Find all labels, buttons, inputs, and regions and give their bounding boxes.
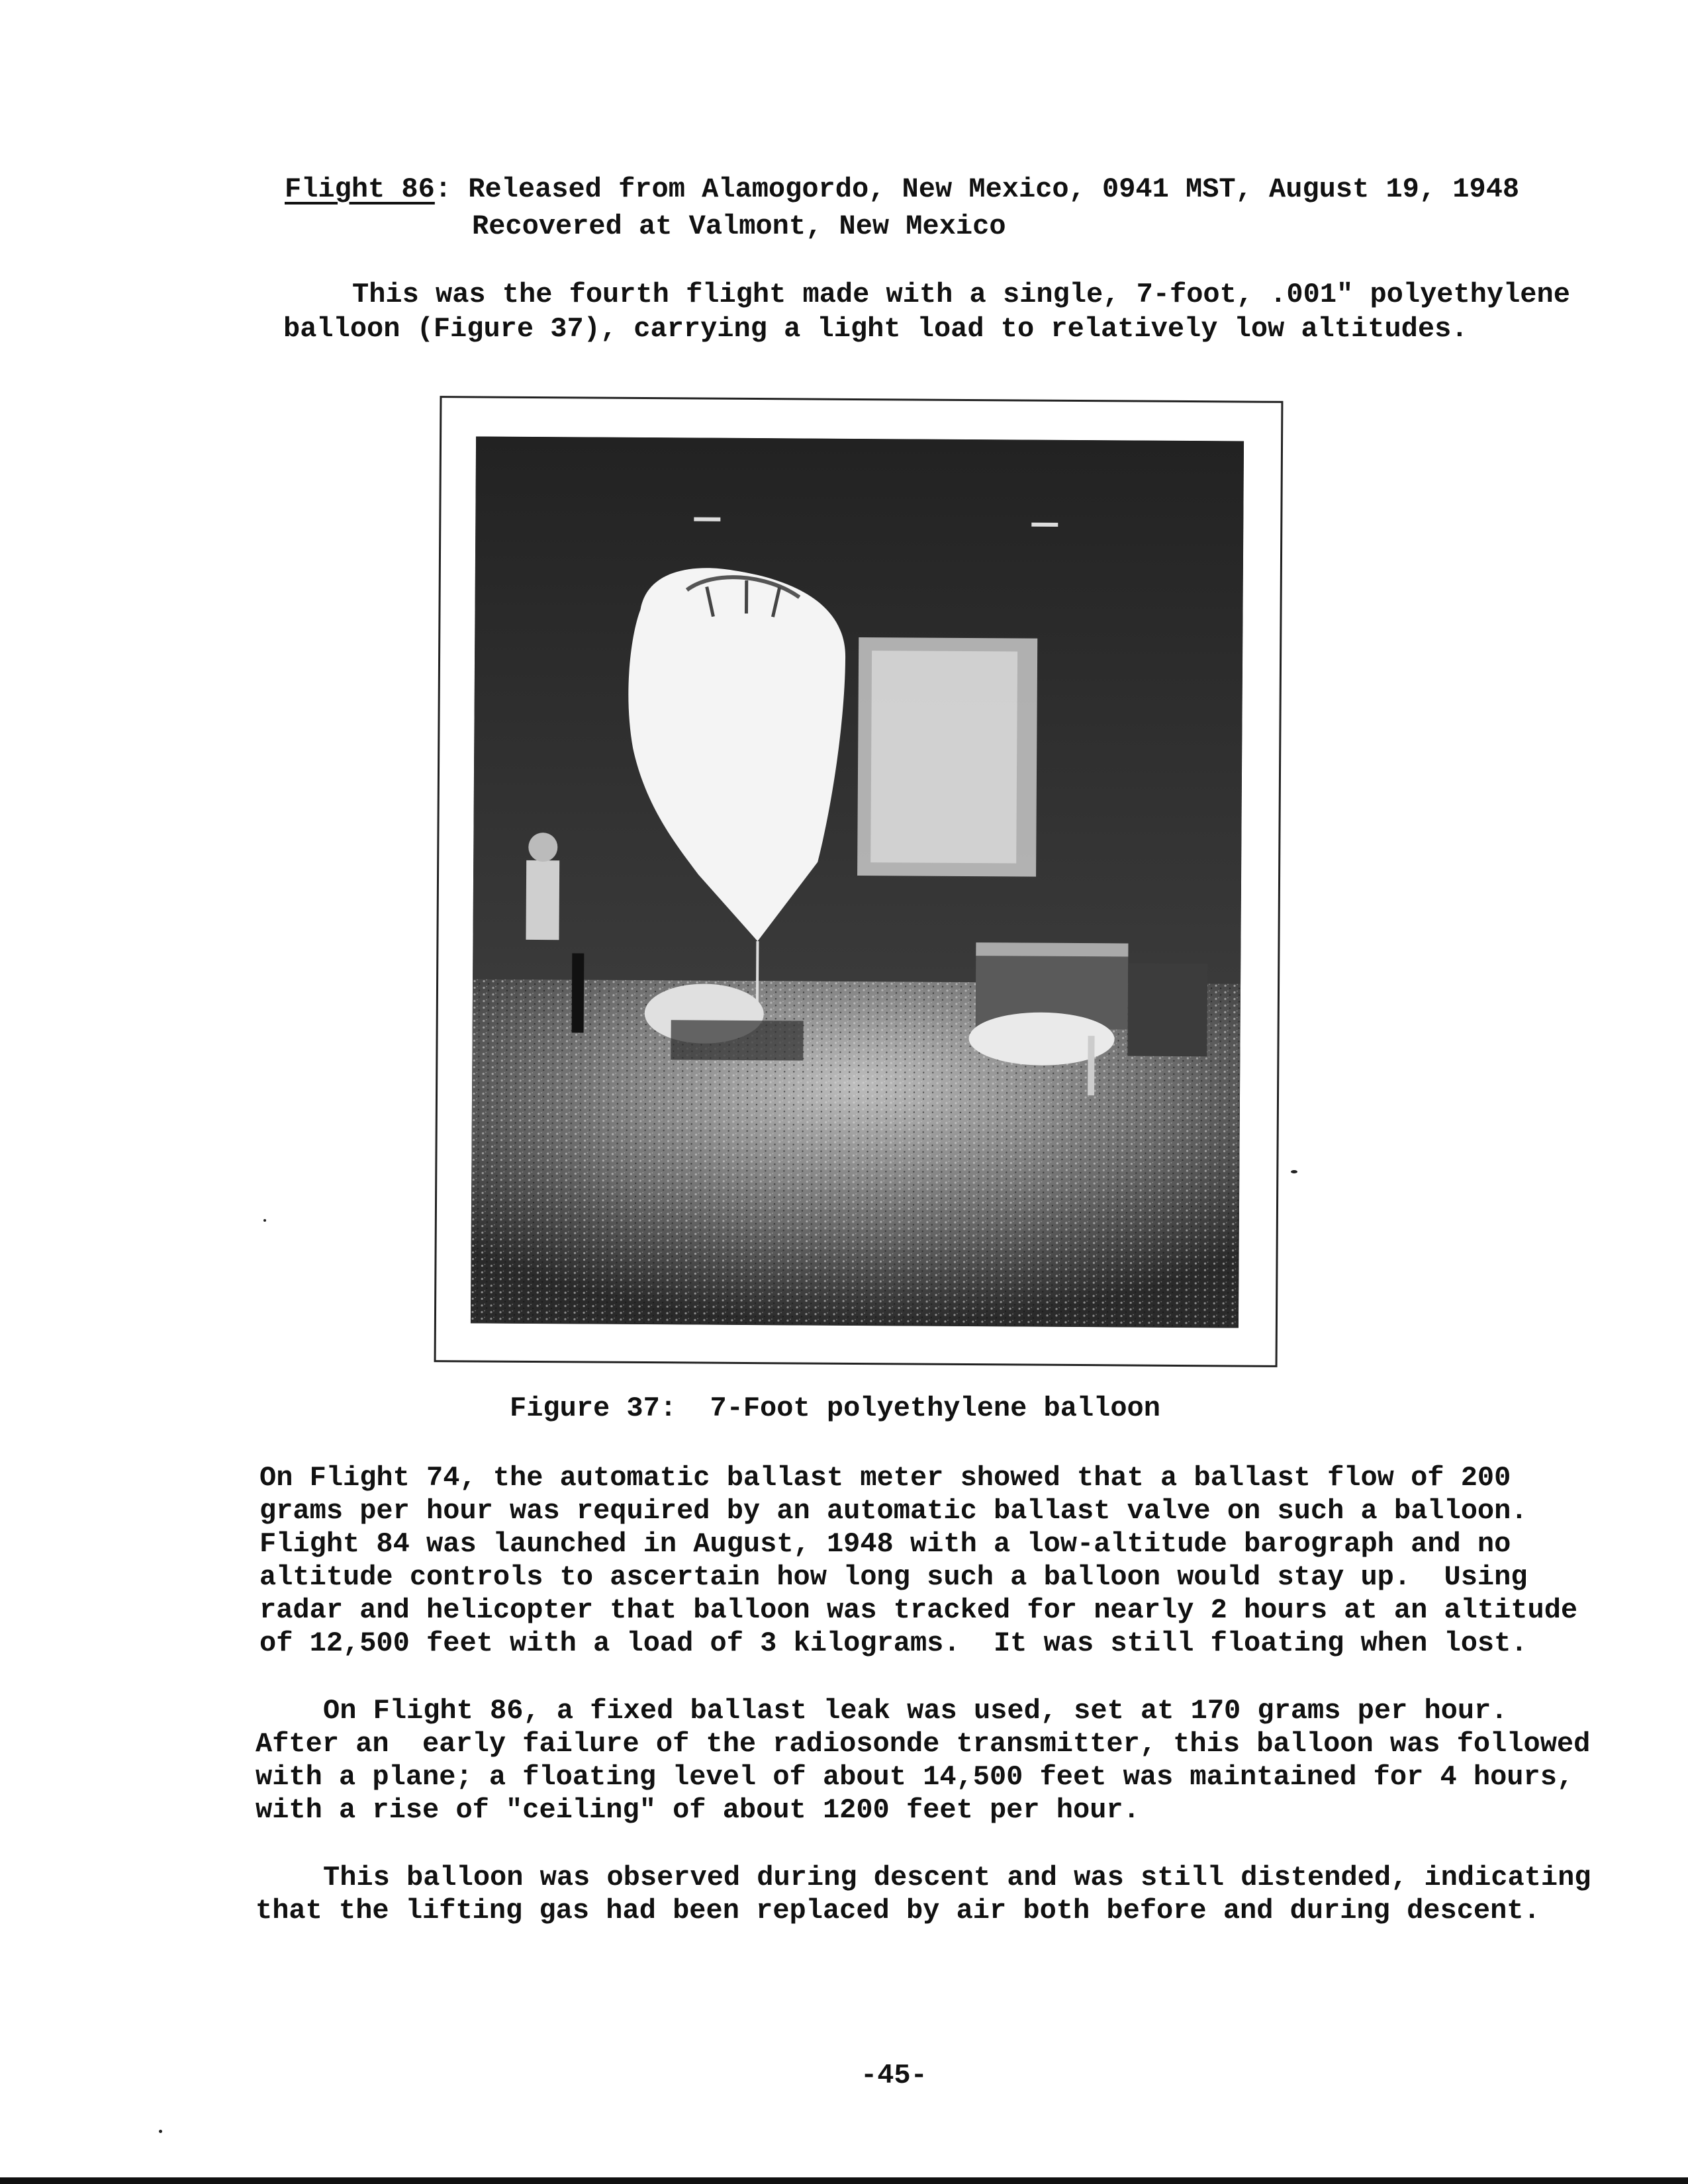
paragraph-1-line-2: grams per hour was required by an automatic ballast valve on such a balloon.	[259, 1495, 1528, 1527]
intro-line-2: balloon (Figure 37), carrying a light load to relatively low altitudes.	[283, 313, 1468, 345]
scan-speck	[1291, 1170, 1297, 1173]
paragraph-3-line-1: This balloon was observed during descent and was still distended, indicating	[323, 1862, 1591, 1893]
page-number: -45-	[861, 2060, 927, 2091]
scan-speck	[159, 2130, 162, 2133]
paragraph-2-line-2: After an early failure of the radiosonde transmitter, this balloon was followed	[256, 1728, 1591, 1760]
scan-bottom-edge	[0, 2177, 1688, 2184]
paragraph-3-line-2: that the lifting gas had been replaced by air both before and during descent.	[256, 1895, 1540, 1927]
paragraph-1-line-5: radar and helicopter that balloon was tracked for nearly 2 hours at an altitude	[259, 1594, 1578, 1626]
heading-line-1	[285, 171, 1519, 208]
paragraph-2-line-1: On Flight 86, a fixed ballast leak was used, set at 170 grams per hour.	[323, 1695, 1508, 1727]
paragraph-1-line-6: of 12,500 feet with a load of 3 kilograms. It was still floating when lost.	[259, 1627, 1528, 1659]
heading-release-info: : Released from Alamogordo, New Mexico, 0941 MST, August 19, 1948	[434, 173, 1520, 205]
heading-line-2: Recovered at Valmont, New Mexico	[472, 210, 1006, 242]
paragraph-1-line-1: On Flight 74, the automatic ballast meter showed that a ballast flow of 200	[259, 1462, 1511, 1494]
figure-frame	[434, 396, 1284, 1367]
paragraph-1-line-3: Flight 84 was launched in August, 1948 with a low-altitude barograph and no	[259, 1528, 1511, 1560]
paragraph-2-line-4: with a rise of "ceiling" of about 1200 feet per hour.	[256, 1794, 1140, 1826]
paragraph-1-line-4: altitude controls to ascertain how long such a balloon would stay up. Using	[259, 1561, 1528, 1593]
flight-label: Flight 86	[285, 173, 435, 205]
flight-heading	[285, 171, 1519, 245]
paragraph-2-line-3: with a plane; a floating level of about 14,500 feet was maintained for 4 hours,	[256, 1761, 1574, 1793]
balloon-photo	[471, 436, 1244, 1328]
figure-caption: Figure 37: 7-Foot polyethylene balloon	[510, 1392, 1160, 1424]
intro-line-1: This was the fourth flight made with a single, 7-foot, .001" polyethylene	[352, 279, 1570, 310]
balloon-photo-image	[471, 436, 1244, 1328]
scan-speck	[263, 1219, 266, 1222]
